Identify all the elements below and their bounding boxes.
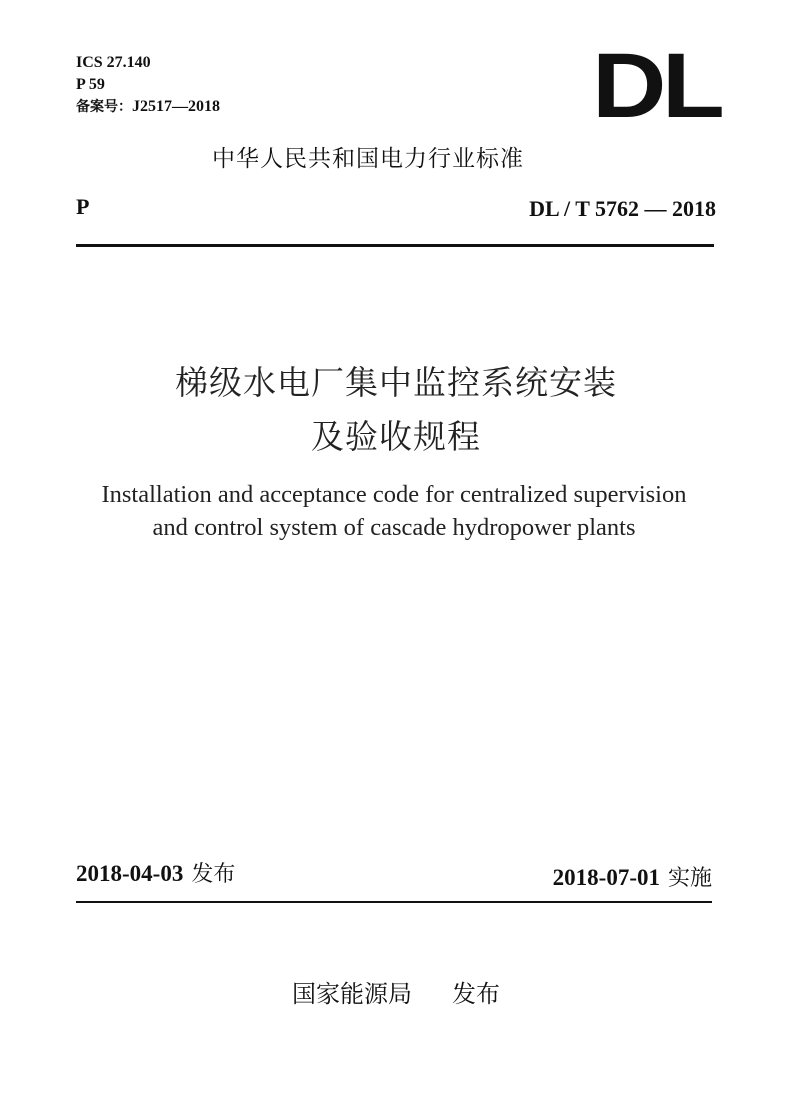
filing-label: 备案号：	[76, 99, 132, 115]
filing-record	[76, 96, 220, 118]
dl-logo: DL	[592, 35, 721, 137]
title-chinese	[0, 356, 792, 464]
title-chinese-line-1: 梯级水电厂集中监控系统安装	[175, 363, 617, 402]
top-divider	[76, 244, 714, 247]
standard-number: DL / T 5762 — 2018	[529, 196, 716, 221]
effective-date-block	[553, 861, 712, 892]
title-english	[0, 478, 788, 544]
publisher-name: 国家能源局	[292, 980, 412, 1008]
effective-label: 实施	[667, 866, 712, 891]
ics-code: ICS 27.140	[76, 54, 151, 71]
issue-label: 发布	[191, 862, 236, 887]
publisher-line	[0, 974, 792, 1009]
standard-organization: 中华人民共和国电力行业标准	[212, 146, 524, 172]
publisher-action: 发布	[452, 980, 500, 1008]
title-english-line-1: Installation and acceptance code for centralized supervision	[101, 481, 687, 508]
category-code: P	[76, 194, 90, 219]
title-chinese-line-2: 及验收规程	[311, 417, 481, 456]
filing-number: J2517—2018	[132, 98, 220, 115]
classification-block	[76, 52, 220, 118]
title-english-line-2: and control system of cascade hydropower plants	[152, 514, 636, 541]
issue-date-block	[76, 857, 235, 888]
ccs-code: P 59	[76, 76, 105, 93]
bottom-divider	[76, 901, 712, 903]
issue-date: 2018-04-03	[76, 861, 184, 886]
effective-date: 2018-07-01	[552, 865, 660, 890]
